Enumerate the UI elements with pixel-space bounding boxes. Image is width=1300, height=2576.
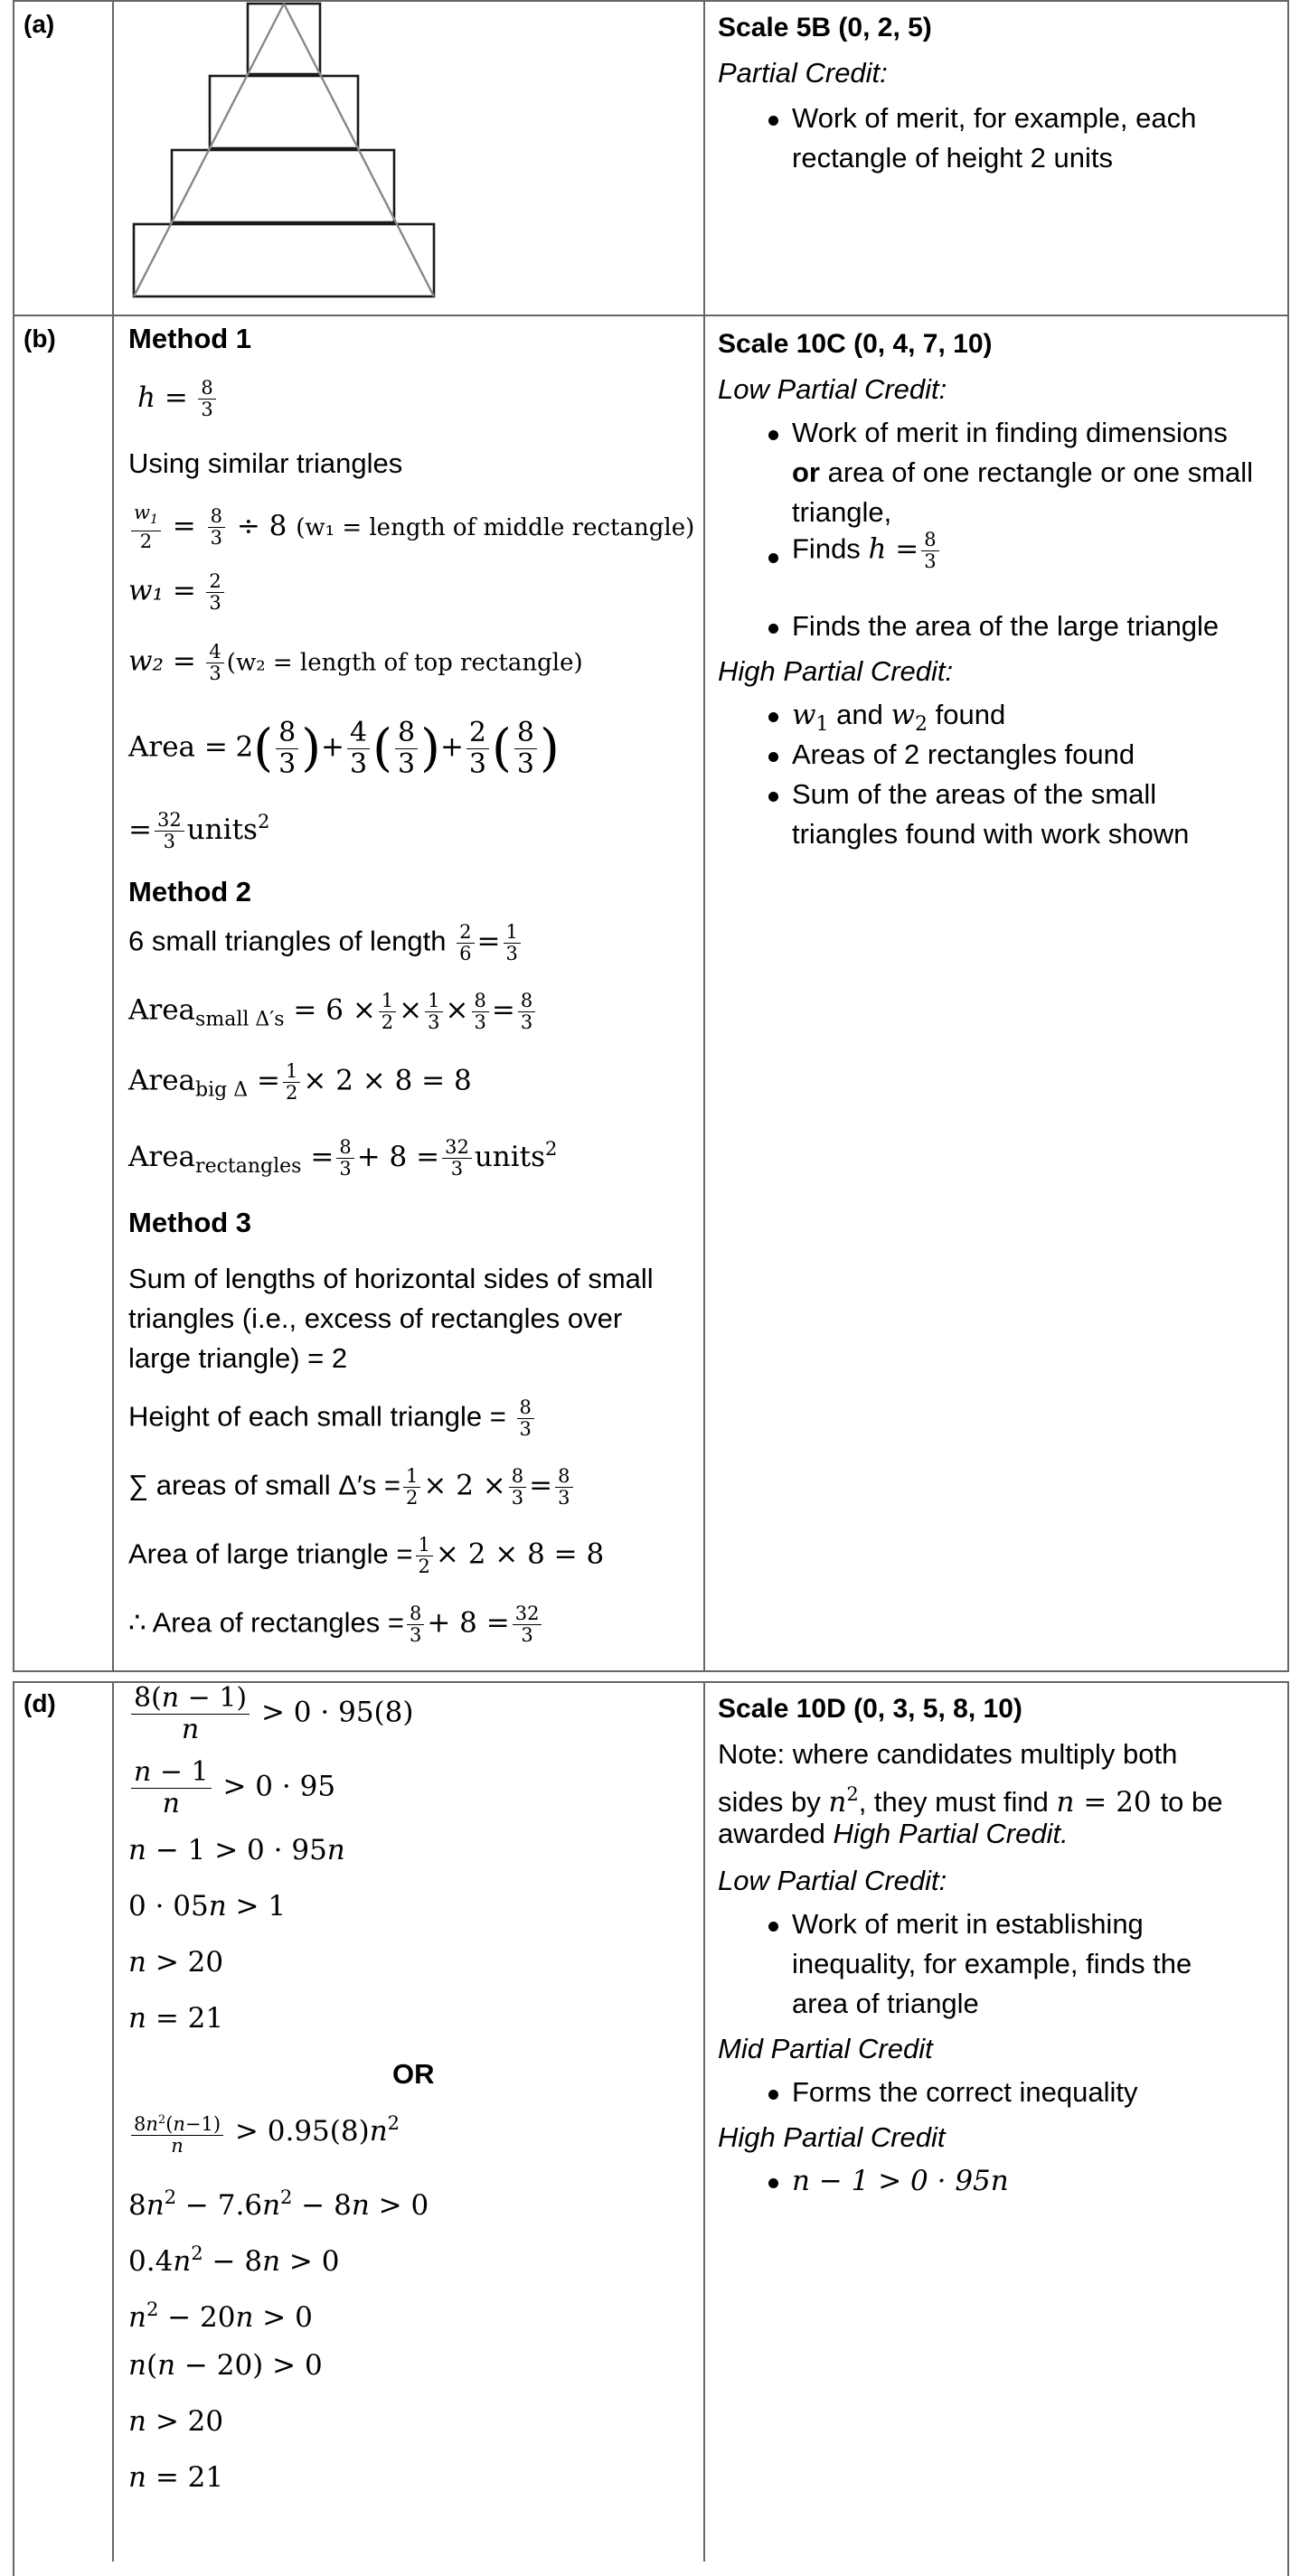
fraction-1-3: $\frac{1}{3}$ [504, 922, 521, 964]
height-text: Height of each small triangle = [128, 1400, 506, 1433]
rectangle-second [210, 76, 358, 148]
bullet-icon [768, 752, 778, 762]
part-a-scale: Scale 5B (0, 2, 5) [718, 13, 932, 42]
fraction-8-3: $\frac{8}{3}$ [514, 718, 537, 780]
method2-heading: Method 2 [128, 876, 252, 907]
ineq-7: $\frac{8n^2(n-1)}{n}$ > $0.95(8)n^2$ [128, 2106, 400, 2157]
ineq-11: n(n − 20) > 0 [128, 2349, 323, 2382]
ineq-13: n = 21 [128, 2461, 224, 2494]
part-a-bullet-line-2: rectangle of height 2 units [792, 142, 1114, 174]
or-separator: OR [392, 2058, 435, 2090]
part-a-marking [718, 11, 1278, 300]
method3-large: Area of large triangle = $\frac{1}{2}$ × 2 × 8 = 8 [128, 1534, 605, 1577]
method2-area-big: Area$_{big \Delta}$ = $\frac{1}{2}$ × 2 × 8 = 8 [128, 1060, 472, 1104]
note-line-2: sides by $n^2$, they must find n = 20 to be [718, 1783, 1223, 1819]
part-d-scale: Scale 10D (0, 3, 5, 8, 10) [718, 1694, 1022, 1724]
fraction-4-3: $\frac{4}{3}$ [206, 642, 223, 684]
method1-w2-value [128, 642, 583, 684]
big-triangle-subscript: big Δ [195, 1078, 249, 1102]
fraction-8-3: $\frac{8}{3}$ [555, 1466, 572, 1509]
fraction-8-3: $\frac{8}{3}$ [472, 991, 489, 1033]
column-divider [112, 1681, 114, 2562]
part-d-low-heading: Low Partial Credit: [718, 1865, 947, 1896]
bullet-icon [768, 2178, 778, 2188]
part-d-solution [128, 1683, 698, 2560]
high-bullet-3-line-1: Sum of the areas of the small [792, 778, 1157, 810]
w2-label: w₂ = [128, 644, 196, 678]
or-emphasis: or [792, 456, 820, 488]
bullet-icon [768, 792, 778, 802]
part-d-low-line-2: inequality, for example, finds the [792, 1948, 1192, 1979]
fraction-8-3: $\frac{8}{3}$ [509, 1466, 526, 1509]
bullet-icon [768, 116, 778, 126]
fraction-w1-2: $\frac{w_1}{2}$ [131, 503, 161, 552]
h-equals: h = [137, 381, 188, 414]
part-a-label: (a) [24, 10, 55, 38]
rectangles-subscript: rectangles [195, 1155, 302, 1178]
units-label: units [186, 813, 258, 846]
part-d-high-bullet: n − 1 > 0 · 95n [792, 2165, 1009, 2197]
units-label: units [474, 1141, 546, 1173]
row-divider [13, 315, 1289, 316]
method3-rect: ∴ Area of rectangles = $\frac{8}{3}$ + 8 = $\frac{32}{3}$ [128, 1603, 544, 1646]
bullet-icon [768, 553, 778, 563]
small-triangles-text: 6 small triangles of length [128, 925, 447, 957]
method1-w1-value [128, 571, 227, 614]
note-sides-by: sides by [718, 1786, 821, 1818]
high-bullet-3-line-2: triangles found with work shown [792, 818, 1190, 850]
large-triangle-text: Area of large triangle = [128, 1537, 413, 1570]
ineq-2: $\frac{n - 1}{n}$ > 0 · 95 [128, 1757, 335, 1819]
method1-heading: Method 1 [128, 323, 252, 354]
method1-w1-ratio: $\frac{w_1}{2}$ = $\frac{8}{3}$ ÷ 8 (w₁ = length of middle rectangle) [128, 503, 694, 552]
part-b-low-heading: Low Partial Credit: [718, 373, 947, 405]
ineq-4: 0 · 05n > 1 [128, 1890, 287, 1923]
fraction-1-2: $\frac{1}{2}$ [403, 1466, 420, 1509]
fraction-1-3: $\frac{1}{3}$ [425, 991, 442, 1033]
part-b-marking [718, 327, 1278, 870]
sum-text: ∑ areas of small Δ′s = [128, 1469, 401, 1501]
fraction-8-3: $\frac{8}{3}$ [517, 1397, 534, 1440]
finds-text: Finds [792, 532, 861, 565]
low-bullet-1-line-3: triangle, [792, 496, 892, 528]
ineq-8: $8n^2 - 7.6n^2 - 8n > 0$ [128, 2186, 429, 2222]
low-bullet-3: Finds the area of the large triangle [792, 610, 1220, 642]
ineq-10: $n^2 - 20n > 0$ [128, 2299, 313, 2334]
part-b-solution [128, 322, 698, 1669]
area-word: Area [128, 1141, 196, 1173]
bullet-icon [768, 1922, 778, 1932]
fraction-32-3: $\frac{32}{3}$ [513, 1603, 542, 1646]
rectangle-third [172, 150, 394, 222]
bullet-icon [768, 430, 778, 440]
low-bullet-2: Finds h = $\frac{8}{3}$ [792, 530, 942, 572]
ineq-1: $\frac{8(n - 1)}{n}$ > 0 · 95(8) [128, 1683, 413, 1745]
part-b-high-heading: High Partial Credit: [718, 655, 954, 687]
column-divider [112, 0, 114, 1672]
fraction-2-6: $\frac{2}{6}$ [457, 922, 474, 964]
method2-area-rectangles: Area$_{rectangles}$ = $\frac{8}{3}$ + 8 = $\frac{32}{3}$ units$^2$ [128, 1136, 558, 1180]
method1-area-result: = $\frac{32}{3}$ units$^2$ [128, 809, 270, 853]
method3-sum: ∑ areas of small Δ′s = $\frac{1}{2}$ × 2 × $\frac{8}{3}$ = $\frac{8}{3}$ [128, 1466, 576, 1509]
part-d-marking [718, 1692, 1278, 2234]
ineq-6: n = 21 [128, 2002, 224, 2035]
ineq-12: n > 20 [128, 2405, 224, 2438]
area-word: Area [128, 1064, 196, 1097]
small-triangles-subscript: small Δ′s [195, 1008, 285, 1031]
area-label: Area = [128, 730, 228, 764]
w1-note: (w₁ = length of middle rectangle) [296, 513, 695, 541]
part-d-mid-heading: Mid Partial Credit [718, 2033, 933, 2064]
method1-h-line [128, 378, 219, 420]
method1-similar-triangles: Using similar triangles [128, 447, 403, 479]
method3-text-3: large triangle) = 2 [128, 1342, 348, 1374]
w1-label: w₁ = [128, 574, 196, 607]
fraction-8-3: $\frac{8}{3}$ [518, 991, 535, 1033]
stacked-rectangles-diagram [127, 0, 452, 307]
rectangle-top [248, 4, 320, 74]
fraction-8-3: $\frac{8}{3}$ [276, 718, 298, 780]
fraction-32-3: $\frac{32}{3}$ [155, 810, 184, 852]
method3-heading: Method 3 [128, 1207, 252, 1238]
fraction-8-3: $\frac{8}{3}$ [395, 718, 418, 780]
found-text: found [935, 699, 1006, 730]
method3-height [128, 1397, 537, 1440]
fraction-8n-1-over-n: $\frac{8(n - 1)}{n}$ [131, 1683, 250, 1745]
fraction-1-2: $\frac{1}{2}$ [416, 1535, 433, 1577]
column-divider [703, 0, 705, 1672]
part-d-high-heading: High Partial Credit [718, 2121, 946, 2153]
part-a-partial-heading: Partial Credit: [718, 57, 888, 89]
fraction-8-3: $\frac{8}{3}$ [921, 530, 938, 572]
fraction-n-1-over-n: $\frac{n - 1}{n}$ [131, 1757, 212, 1819]
ineq-5: n > 20 [128, 1946, 224, 1979]
fraction-8n2-over-n: $\frac{8n^2(n-1)}{n}$ [131, 2110, 223, 2157]
method3-text-2: triangles (i.e., excess of rectangles over [128, 1302, 623, 1334]
note-line-3 [718, 1817, 1069, 1851]
column-divider [703, 1681, 705, 2562]
ineq-9: $0.4n^2 - 8n > 0$ [128, 2242, 340, 2278]
high-bullet-2: Areas of 2 rectangles found [792, 738, 1135, 770]
note-to-be: to be [1160, 1786, 1223, 1818]
bullet-icon [768, 712, 778, 722]
fraction-1-2: $\frac{1}{2}$ [283, 1061, 300, 1104]
low-bullet-1-rest: area of one rectangle or one small [820, 456, 1254, 488]
note-must-find: , they must find [858, 1786, 1049, 1818]
part-d-mid-bullet: Forms the correct inequality [792, 2076, 1138, 2108]
method2-line1: 6 small triangles of length $\frac{2}{6}$ = $\frac{1}{3}$ [128, 922, 523, 964]
method3-text-1: Sum of lengths of horizontal sides of small [128, 1263, 654, 1294]
rectangle-bottom [134, 224, 434, 296]
note-awarded: awarded [718, 1818, 825, 1849]
fraction-8-3: $\frac{8}{3}$ [407, 1603, 424, 1646]
bullet-icon [768, 2090, 778, 2100]
fraction-8-3: $\frac{8}{3}$ [336, 1137, 353, 1180]
ineq-3: n − 1 > 0 · 95n [128, 1834, 345, 1866]
low-bullet-1-line-1: Work of merit in finding dimensions [792, 417, 1228, 448]
part-b-label: (b) [24, 324, 56, 353]
fraction-2-3: $\frac{2}{3}$ [466, 718, 489, 780]
rectangles-text: ∴ Area of rectangles = [128, 1606, 404, 1639]
w2-note: (w₂ = length of top rectangle) [226, 649, 583, 677]
part-d-label: (d) [24, 1689, 56, 1717]
part-d-low-line-3: area of triangle [792, 1988, 979, 2019]
part-d-low-line-1: Work of merit in establishing [792, 1908, 1144, 1940]
area-word: Area [128, 993, 196, 1027]
low-bullet-1-line-2 [792, 454, 1253, 492]
method2-area-small: Area$_{small \Delta's}$ = 6 × $\frac{1}{2}$ × $\frac{1}{3}$ × $\frac{8}{3}$ = $\frac{8}{3}$ [128, 991, 538, 1038]
fraction-2-3: $\frac{2}{3}$ [206, 571, 223, 614]
fraction-8-3: $\frac{8}{3}$ [208, 506, 225, 549]
bullet-icon [768, 624, 778, 634]
note-line-1: Note: where candidates multiply both [718, 1738, 1178, 1770]
method1-area-expression: Area = 2( $\frac{8}{3}$ )+ $\frac{4}{3}$ ( $\frac{8}{3}$ )+ $\frac{2}{3}$ ( $\frac{8}{3}$ ) [128, 717, 560, 780]
part-a-bullet-line-1: Work of merit, for example, each [792, 102, 1197, 134]
fraction-32-3: $\frac{32}{3}$ [442, 1137, 472, 1180]
high-bullet-1: $w_1$ and $w_2$ found [792, 699, 1006, 736]
note-high-partial: High Partial Credit. [833, 1818, 1069, 1849]
fraction-1-2: $\frac{1}{2}$ [379, 991, 396, 1033]
part-b-scale: Scale 10C (0, 4, 7, 10) [718, 329, 993, 359]
fraction-4-3: $\frac{4}{3}$ [347, 718, 370, 780]
fraction-8-3: $\frac{8}{3}$ [198, 378, 215, 420]
